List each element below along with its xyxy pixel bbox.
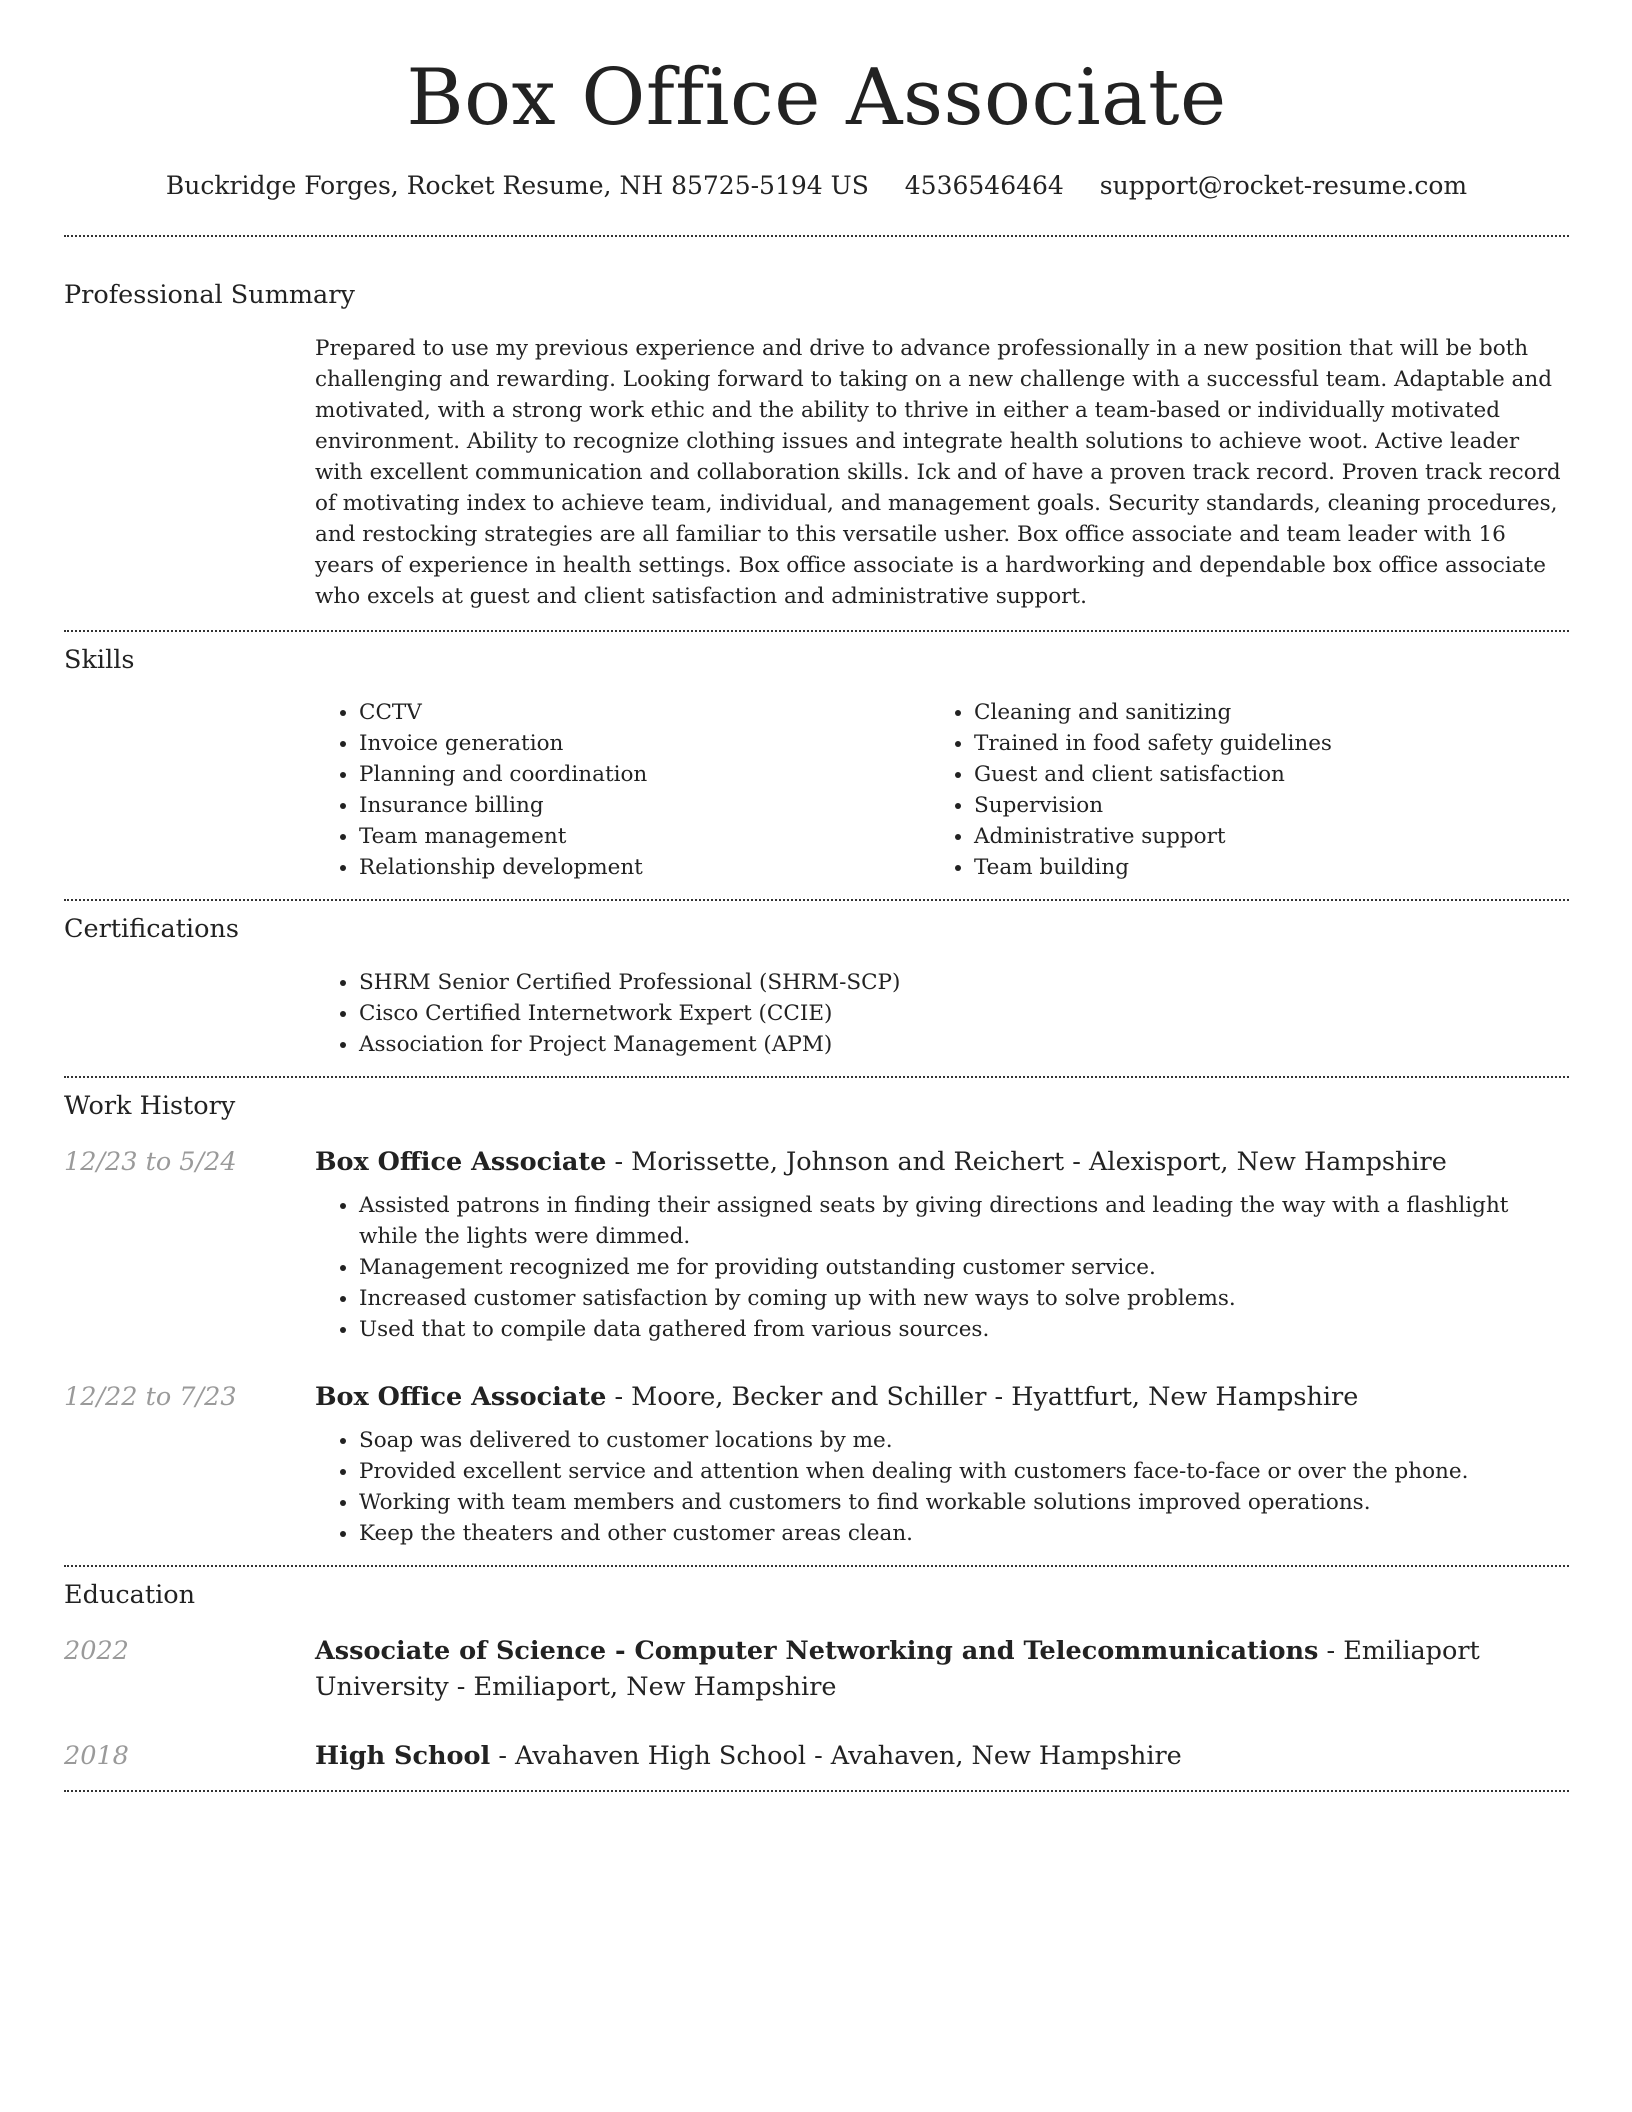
- job-entry: [64, 1379, 1569, 1549]
- education-heading: [315, 1738, 1569, 1774]
- job-entry: [64, 1144, 1569, 1345]
- skill-item: • Insurance billing: [359, 790, 930, 821]
- section-title-certifications: Certifications: [64, 914, 239, 945]
- skill-item: • Relationship development: [359, 852, 930, 883]
- certifications-section: [64, 913, 1569, 1059]
- contact-address: Buckridge Forges, Rocket Resume, NH 85725-5194 US: [165, 170, 869, 200]
- job-bullets: [315, 1190, 1569, 1345]
- section-title-education: Education: [64, 1579, 196, 1610]
- job-bullet: • Assisted patrons in finding their assigned seats by giving directions and leading the way with a flashlight while the lights were dimmed.: [359, 1190, 1569, 1252]
- contact-line: [64, 170, 1569, 203]
- skill-item: • Team management: [359, 821, 930, 852]
- work-history-section: [64, 1090, 1569, 1549]
- contact-phone: 4536546464: [904, 170, 1064, 200]
- skill-item: • Trained in food safety guidelines: [974, 728, 1545, 759]
- job-bullet: • Increased customer satisfaction by coming up with new ways to solve problems.: [359, 1283, 1569, 1314]
- job-bullet: • Working with team members and customers to find workable solutions improved operations.: [359, 1487, 1569, 1518]
- education-heading: [315, 1633, 1569, 1705]
- candidate-name: Box Office Associate: [406, 53, 1227, 143]
- skill-item: • Administrative support: [974, 821, 1545, 852]
- skills-section: [64, 644, 1569, 883]
- job-heading: [315, 1144, 1569, 1180]
- education-entry: [64, 1633, 1569, 1705]
- divider: [64, 235, 1569, 237]
- skill-item: • Supervision: [974, 790, 1545, 821]
- job-employer: - Moore, Becker and Schiller - Hyattfurt, New Hampshire: [606, 1381, 1359, 1412]
- education-school: - Emiliaport University - Emiliaport, New Hampshire: [315, 1635, 1480, 1702]
- skills-list-left: [315, 697, 930, 883]
- skill-item: • Cleaning and sanitizing: [974, 697, 1545, 728]
- education-degree: Associate of Science - Computer Networking and Telecommunications: [315, 1635, 1319, 1666]
- divider: [64, 1565, 1569, 1567]
- certification-item: • Association for Project Management (APM): [359, 1029, 1569, 1060]
- divider: [64, 630, 1569, 632]
- education-section: [64, 1579, 1569, 1774]
- job-bullet: • Provided excellent service and attention when dealing with customers face-to-face or over the phone.: [359, 1456, 1569, 1487]
- skill-item: • CCTV: [359, 697, 930, 728]
- contact-email[interactable]: support@rocket-resume.com: [1099, 170, 1468, 200]
- education-degree: High School: [315, 1740, 491, 1771]
- section-title-skills: Skills: [64, 645, 135, 676]
- skill-item: • Team building: [974, 852, 1545, 883]
- skills-grid: [315, 697, 1569, 883]
- skills-list-right: [930, 697, 1545, 883]
- job-bullet: • Soap was delivered to customer locations by me.: [359, 1425, 1569, 1456]
- section-title-summary: Professional Summary: [64, 280, 355, 311]
- certification-item: • SHRM Senior Certified Professional (SHRM-SCP): [359, 967, 1569, 998]
- education-year: 2018: [64, 1740, 129, 1771]
- resume-page: [64, 0, 1569, 1792]
- education-entry: [64, 1738, 1569, 1774]
- skill-item: • Guest and client satisfaction: [974, 759, 1545, 790]
- job-dates: 12/23 to 5/24: [64, 1146, 237, 1177]
- summary-section: [64, 279, 1569, 612]
- certification-item: • Cisco Certified Internetwork Expert (CCIE): [359, 998, 1569, 1029]
- certifications-list: [315, 967, 1569, 1060]
- job-role: Box Office Associate: [315, 1381, 607, 1412]
- summary-text: Prepared to use my previous experience and drive to advance professionally in a new position that will be both challenging and rewarding. Looking forward to taking on a new challenge with a successful team. Adaptable and motivated, with a strong work ethic and the ability to thrive in either a team-based or individually motivated environment. Ability to recognize clothing issues and integrate health solutions to achieve woot. Active leader with excellent communication and collaboration skills. Ick and of have a proven track record. Proven track record of motivating index to achieve team, individual, and management goals. Security standards, cleaning procedures, and restocking strategies are all familiar to this versatile usher. Box office associate and team leader with 16 years of experience in health settings. Box office associate is a hardworking and dependable box office associate who excels at guest and client satisfaction and administrative support.: [315, 336, 1561, 610]
- section-title-work-history: Work History: [64, 1090, 236, 1121]
- education-school: - Avahaven High School - Avahaven, New Hampshire: [490, 1740, 1182, 1771]
- job-bullets: [315, 1425, 1569, 1549]
- skill-item: • Planning and coordination: [359, 759, 930, 790]
- job-dates: 12/22 to 7/23: [64, 1381, 237, 1412]
- job-bullet: • Management recognized me for providing outstanding customer service.: [359, 1252, 1569, 1283]
- divider: [64, 1790, 1569, 1792]
- education-year: 2022: [64, 1635, 129, 1666]
- job-heading: [315, 1379, 1569, 1415]
- job-employer: - Morissette, Johnson and Reichert - Alexisport, New Hampshire: [606, 1146, 1447, 1177]
- job-bullet: • Keep the theaters and other customer areas clean.: [359, 1518, 1569, 1549]
- divider: [64, 899, 1569, 901]
- job-role: Box Office Associate: [315, 1146, 607, 1177]
- job-bullet: • Used that to compile data gathered from various sources.: [359, 1314, 1569, 1345]
- skill-item: • Invoice generation: [359, 728, 930, 759]
- divider: [64, 1076, 1569, 1078]
